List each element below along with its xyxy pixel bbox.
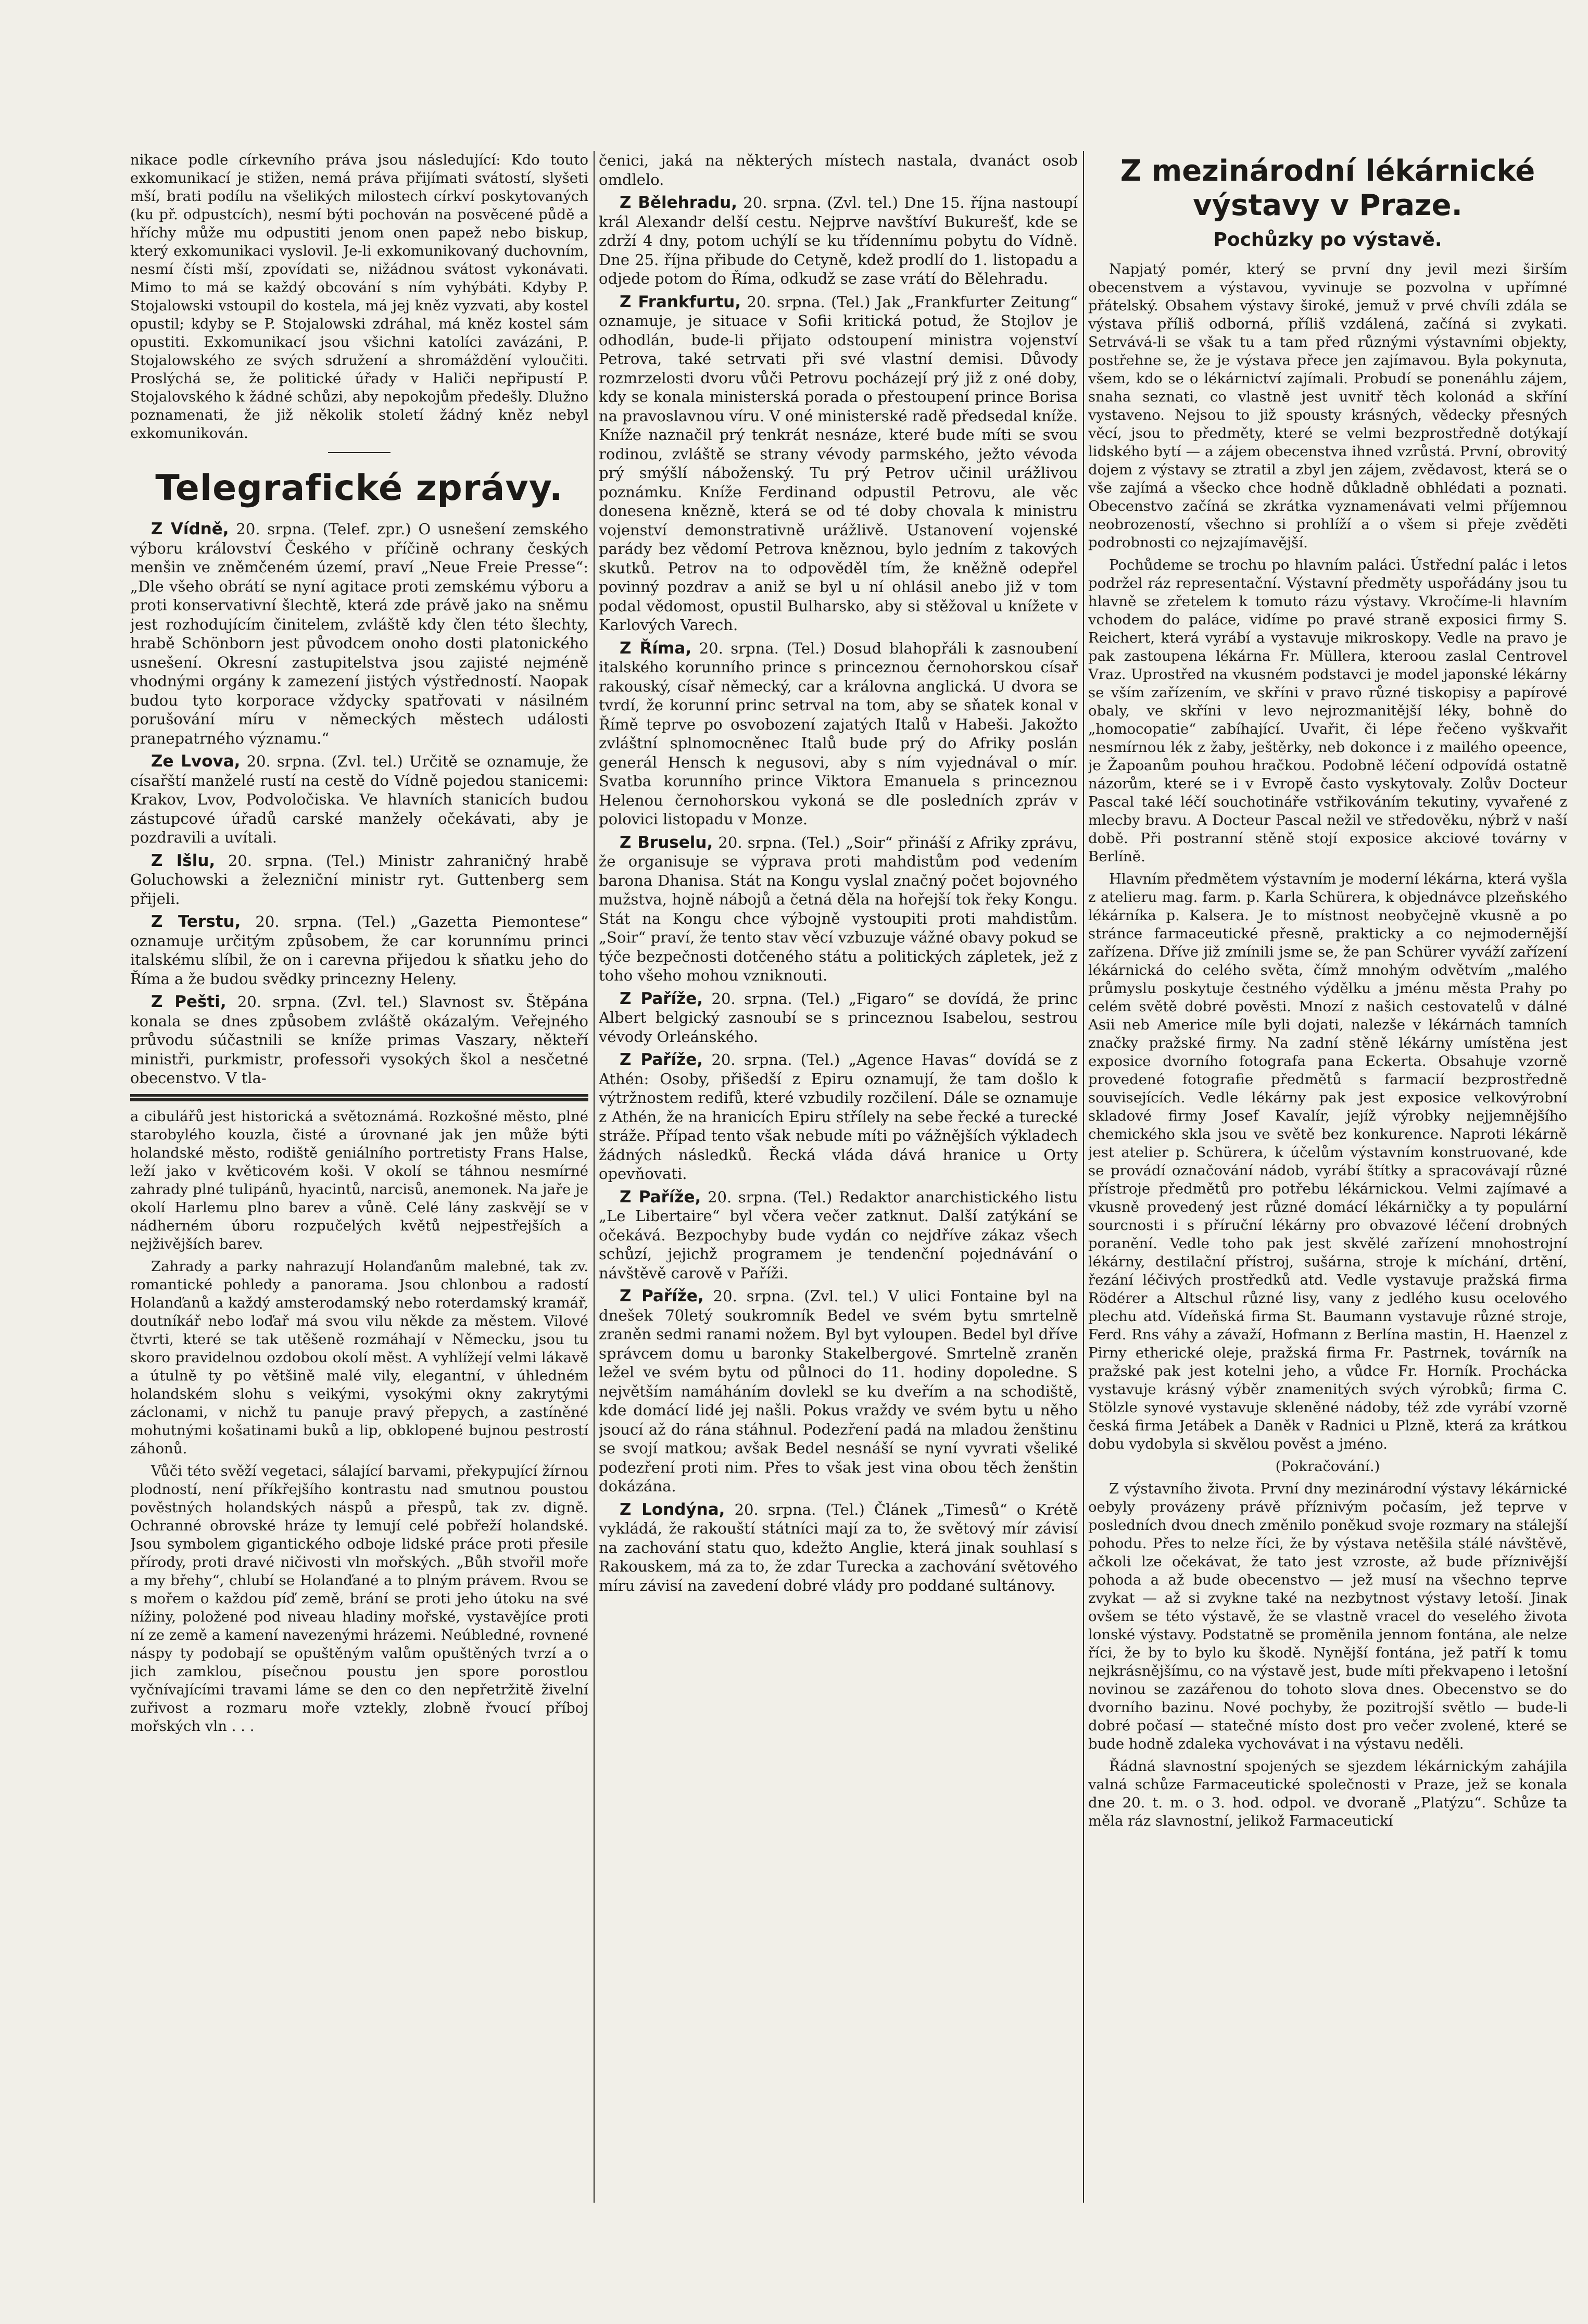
news-lvov-text: 20. srpna. (Zvl. tel.) Určitě se oznamuje, že císařští manželé rustí na cestě do Vídně pojedou stanicemi: Krakov, Lvov, Podvoločiska. Ve hlavních stanicích budou zástupcové úřadů carské manžely očekávati, aby je pozdravili a uvítali. xyxy=(130,752,588,846)
feuilleton-paragraph-2: Zahrady a parky nahrazují Holanďanům malebné, tak zv. romantické pohledy a panorama. Jsou chlonbou a radostí Holanďanů a každý amsterodamský nebo roterdamský kramář, doutníkář nebo loďař má svou vilu někde za městem. Vilové čtvrti, které se tak utěšeně rozmáhají v Německu, jsou tu skoro pravidelnou ozdobou okolí měst. A vyhlížejí velmi lákavě a útulně ty po většině malé vily, elegantní, v úhledném holandském slohu s veikými, vysokými okny zakrytými záclonami, v nichž tu panuje pravý přepych, a zastíněné mohutnými košatinami buků a lip, obklopené bujnou pestrostí záhonů. xyxy=(130,1258,588,1457)
column-2 xyxy=(599,151,1078,2213)
column-1 xyxy=(130,151,588,2213)
dateline-vienna: Z Vídně, xyxy=(151,520,229,538)
column-3 xyxy=(1088,151,1567,2213)
news-pest-text: 20. srpna. (Zvl. tel.) Slavnost sv. Štěpána konala se dnes způsobem zvláště okázalým. Veřejného průvodu súčastnili se kníže primas Vaszary, někteří ministři, purkmistr, professoři vysokých škol a nesčetné obecenstvo. V tla- xyxy=(130,993,588,1087)
section-divider xyxy=(328,452,390,453)
exhibition-title: Z mezinárodní lékárnické výstavy v Praze. xyxy=(1120,154,1535,222)
news-continuation: čenici, jaká na některých místech nastala, dvanáct osob omdlelo. xyxy=(599,152,1078,189)
news-belgrade-text: 20. srpna. (Zvl. tel.) Dne 15. října nastoupí král Alexandr delší cestu. Nejprve navštíví Bukurešť, kde se zdrží 4 dny, potom uchýlí se ku třídennímu pobytu do Vídně. Dne 25. října přibude do Cetyně, kdež prodlí do 1. listopadu a odjede potom do Říma, odkudž se zase vrátí do Bělehradu. xyxy=(599,194,1078,287)
news-ischl-text: 20. srpna. (Tel.) Ministr zahraničný hrabě Goluchowski a železniční ministr ryt. Guttenberg sem přijeli. xyxy=(130,851,588,908)
exhibition-paragraph-3: Hlavním předmětem výstavním je moderní lékárna, která vyšla z atelieru mag. farm. p. Karla Schürera, k objednávce plzeňského lékárníka p. Kalsera. Je to místnost neobyčejně vkusně a po stránce farmaceutické přesně, prakticky a co nejmodernější zařízena. Dříve již zmínili jsme se, že pan Schürer vyváží zařízení lékárnická do celého světa, čímž mnohým odvětvím „malého průmyslu poskytuje čestného výdělku a jménu města Prahy po celém světě dobré pověsti. Mnozí z našich cestovatelů v dálné Asii neb Americe míle byli dojati, nalezše v lékárnách tamních značky pražské firmy. Na zadní stěně lékárny umístěna jest exposice dvorního fotografa pana Eckerta. Obsahuje vzorně provedené fotografie předmětů s farmacií bezprostředně souvisejících. Vedle lékárny pak jest exposice velkovýrobní skladové firmy Josef Kavalír, jejíž výrobky nejjemnějšího chemického skla jsou ve světě bez konkurence. Naproti lékárně jest atelier p. Schürera, k účelům výstavním konstruované, kde se provádí označování nádob, vyrábí štítky a spracovávají různé přístroje předmětů pro potřebu lékárnickou. Velmi zajímavé a vkusně provedený jest různé domácí lékárničky a ty populární sourcnosti i s příruční lékárny pro obvazové léčení drobných poranění. Vedle toho pak jest skvělé zařízení mnohostrojní lékárny, destilační přístroj, sušárna, stroje k míchání, drtění, řezání léčivých prostředků atd. Vedle vystavuje pražská firma Rödérer a Altschul různé lisy, vany z jedlého kusu ocelového plechu atd. Vídeňská firma St. Baumann vystavuje různé stroje, Ferd. Rns váhy a závaží, Hofmann z Berlína mastin, H. Haenzel z Pirny etherické oleje, pražská firma Fr. Pastrnek, továrník na pražské pak jest kotelni jeho, a vůdce Fr. Horník. Prochácka vystavuje krásný výběr znamenitých svých výrobků; firma C. Stölzle synové vystavuje skleněné nádoby, též zde vyrábí vzorně česká firma Jetábek a Daněk v Radnici u Plzně, která za krátkou dobu vydobyla si skvělou pověst a jméno. xyxy=(1088,871,1567,1452)
news-paris-4 xyxy=(599,1287,1078,1496)
news-ischl xyxy=(130,851,588,909)
news-brussels-text: 20. srpna. (Tel.) „Soir“ přináší z Afriky zprávu, že organisuje se výprava proti mahdistům pod vedením barona Dhanisa. Stát na Kongu vyslal značný počet bojovného mužstva, hojně nábojů a četná děla na hořejší tok řeky Kongu. Stát na Kongu chce výbojně vystoupiti proti mahdistům. „Soir“ praví, že tento stav věcí vzbuzuje vážné obavy pokud se týče bezpečnosti dotčeného státu a politických zápletek, jež z toho všeho mohou vzniknouti. xyxy=(599,833,1078,984)
news-brussels xyxy=(599,833,1078,985)
news-london xyxy=(599,1500,1078,1596)
dateline-paris-2: Z Paříže, xyxy=(620,1050,703,1069)
feuilleton-paragraph-3: Vůči této svěží vegetaci, sálající barvami, překypující žírnou plodností, není příkřejšího kontrastu nad smutnou poustou pověstných holandských náspů a přespů, tak zv. digně. Ochranné obrovské hráze ty lemují celé pobřeží holandské. Jsou symbolem gigantického odboje lidské práce proti přesile přírody, proti dravé ničivosti vln mořských. „Bůh stvořil moře a my břehy“, chlubí se Holanďané a to plným právem. Rvou se s mořem o každou píď země, brání se proti jeho útoku na své nížiny, položené pod niveau hladiny mořské, vystavějíce proti ní ze země a kamení navezenými hrázemi. Neúbledné, rovnené náspy ty podobají se opuštěným valům opuštěných tvrzí a o jich zamklou, písečnou poustu jen spore porostlou vyčnívajícími travami láme se den co den nepřetržitě živelní zuřivost a rozmaru moře vztekly, zlobně řvoucí příboj mořských vln . . . xyxy=(130,1462,588,1735)
page-number-mark xyxy=(578,114,620,127)
exhibition-paragraph-2: Pochůdeme se trochu po hlavním paláci. Ústřední palác i letos podržel ráz representační. Výstavní předměty uspořádány jsou tu hlavně se zřetelem k tomuto rázu výstavy. Vkročíme-li hlavním vchodem do paláce, vidíme po pravé straně exposici firmy S. Reichert, která vyrábí a vystavuje mikroskopy. Vedle na pravo je pak zastoupena lékárna Fr. Müllera, kteroou zaslal Centrovel Vraz. Uprostřed na vkusném podstavci je model japonské lékárny se vším zařízením, ve skříni v pravo různé tiskopisy a papírové obaly, ve skříni v levo nejrozmanitější léky, bohně do „homocopatie“ zabíhající. Uvařit, či lépe řečeno vyškvařit nesmírnou lék z žaby, ještěrky, neb dokonce i z mailého opeence, je Žapoanům pouhou hračkou. Podobně léčení odpovídá ostatně názorům, které se i v Evropě často vyskytovaly. Zolův Docteur Pascal také léčí souchotináře vstřikováním tekutiny, vyvařené z mlecby bravu. A Docteur Pascal nežil ve středověku, nýbrž v naší době. Při postranní stěně stojí exposice akciové továrny v Berlíně. xyxy=(1088,557,1567,865)
column-rule-left xyxy=(594,151,595,2203)
dateline-lvov: Ze Lvova, xyxy=(151,752,241,771)
dateline-paris-4: Z Paříže, xyxy=(620,1287,704,1305)
excommunication-paragraph: nikace podle církevního práva jsou následující: Kdo touto exkomunikací je stižen, nemá práva přijímati svátostí, slyšeti mší, brati podílu na všelikých milostech církví poskytovaných (ku př. odpustcích), nesmí býti pochován na posvěcené půdě a hříchy může mu odpustiti jenom onen papež nebo biskup, který exkomunikaci vyslovil. Je-li exkomunikovaný duchovním, nesmí čísti mší, zpovídati se, nižádnou svátost vykonávati. Mimo to má se každý obcování s ním vyhýbáti. Kdyby P. Stojalowski vstoupil do kostela, má jej kněz vyzvati, aby kostel opustil; kdyby se P. Stojalowski zdráhal, má kněz kostel sám opustiti. Exkomunikací jsou všichni katolíci zavázáni, P. Stojalowského ze svých sdružení a shromáždění vyloučiti. Proslýchá se, že politické úřady v Haliči nepřipustí P. Stojalovského k žádné schůzi, aby nepokojům předešly. Dlužno poznamenati, že již několik století žádný kněz nebyl exkomunikován. xyxy=(130,152,588,442)
news-trieste xyxy=(130,912,588,988)
dateline-belgrade: Z Bělehradu, xyxy=(620,193,737,212)
feuilleton-divider xyxy=(130,1094,588,1101)
dateline-pest: Z Pešti, xyxy=(151,993,226,1011)
news-frankfurt-text: 20. srpna. (Tel.) Jak „Frankfurter Zeitung“ oznamuje, je situace v Sofii kritická potud, že Stojlov je odhodlán, bude-li přijato odstoupení ministra vojenství Petrova, také setrvati při své vlastní demisi. Důvody rozmrzelosti dvoru vůči Petrovu pocházejí prý již z oné doby, kdy se konala ministerská porada o přestoupení prince Borisa na pravoslavnou víru. V oné ministerské radě předsedal kníže. Kníže naznačil prý tenkrát nesnáze, které bude míti se svou rodinou, zvláště se strany vévody parmského, ježto vévoda prý smýšlí náboženský. Tu prý Petrov učinil urážlivou poznámku. Kníže Ferdinand odpustil Petrovu, ale věc donesena knězně, která se od té doby chovala k ministru vojenství demonstrativně urážlivě. Ustanovení vojenské parády bez vědomí Petrova kněznou, bylo jedním z takových skutků. Petrov na to odpověděl tím, že kněžně odepřel povinný pozdrav a aniž se byl u ní ohlásil anebo již v tom podal vědomost, opustil Bulharsko, aby si stěžoval u knížete v Karlových Varech. xyxy=(599,293,1078,634)
news-paris-2 xyxy=(599,1050,1078,1184)
society-meeting-paragraph: Řádná slavnostní spojených se sjezdem lékárnickým zahájila valná schůze Farmaceutické společnosti v Praze, jež se konala dne 20. t. m. o 3. hod. odpol. ve dvoraně „Platýzu“. Schůze ta měla ráz slavnostní, jelikož Farmaceutickí xyxy=(1088,1758,1567,1829)
news-paris-1 xyxy=(599,989,1078,1047)
dateline-trieste: Z Terstu, xyxy=(151,912,241,931)
news-lvov xyxy=(130,752,588,847)
exhibition-subtitle: Pochůzky po výstavě. xyxy=(1213,229,1442,250)
dateline-paris-3: Z Paříže, xyxy=(620,1187,701,1207)
news-vienna xyxy=(130,520,588,748)
news-pest xyxy=(130,993,588,1088)
dateline-ischl: Z Išlu, xyxy=(151,851,216,870)
continuation-note: (Pokračování.) xyxy=(1275,1458,1380,1475)
exhibition-life-paragraph: Z výstavního života. První dny mezinárodní výstavy lékárnické oebyly provázeny právě příznivým počasím, jež teprve v posledních dvou dnech změnilo poněkud svoje rozmary na stálejší pohodu. Přes to nelze říci, že by výstava netěšila stálé návštěvě, ačkoli lze očekávat, že tato jest vzroste, až bude příznivější pohoda a až bude obecenstvo — jež musí na všechno teprve zvykat — až si zvykne také na nezbytnost výstavy letoší. Jinak ovšem se této výstavě, že se vlastně vracel do veselého života lonské výstavy. Podstatně se proměnila jennom fontána, ale nelze říci, že by to bylo ku škodě. Nynější fontána, jež patří k tomu nejkrásnějšímu, co na výstavě jest, bude míti překvapeno i letošní novinou se zazářenou do tohoto slova dnes. Obecenstvo se do dvorního bazinu. Nové pochyby, že pozitrojší světlo — bude-li dobré počasí — statečné místo dost pro večer zvolené, které se bude hodně zdaleka vychovávat i na výstavu neděli. xyxy=(1088,1480,1567,1752)
exhibition-paragraph-1: Napjatý pomér, který se první dny jevil mezi širším obecenstvem a výstavou, vyvinuje se pozvolna v upřímné přátelský. Obsahem výstavy široké, jemuž v prvé chvíli zdála se výstava příliš odborná, příliš vzdálená, začíná si zvykati. Setrvává-li se však tu a tam před různými výstavními objekty, postřehne se, že je výstava přece jen zajímavou. Byla pokynuta, všem, kdo se o lékárnictví zajímali. Probudí se ponenáhlu zájem, snaha seznati, co vlastně jest uvnitř těch kolonád a skříní vystaveno. Nejsou to již spousty krásných, vědecky přesných věcí, jsou to předměty, které se velmi bezprostředně dotýkají lidského bytí — a zájem obecenstva ihned vzrůstá. První, obrovitý dojem z výstavy se ztratil a zbyl jen zájem, zvědavost, která se o vše zajímá a všecko chce hodně důkladně obhlédati a poznati. Obecenstvo začíná se zkrátka vyznamenávati velmi příjemnou neobrozeností, všechno si prohlíží a o všem si přeje zvěděti podrobnosti co nejzajímavější. xyxy=(1088,261,1567,551)
news-rome-text: 20. srpna. (Tel.) Dosud blahopřáli k zasnoubení italského korunního prince s princeznou černohorskou císař rakouský, císař německý, car a královna anglická. U dvora se tvrdí, že korunní princ setrval na tom, aby se sňatek konal v Římě teprve po osvobození zajatých Italů v Habeši. Jakožto zvláštní splnomocněnec Italů bude prý do Afriky poslán generál Hensch k negusovi, aby s ním vyjednával o mír. Svatba korunního prince Viktora Emanuela s princeznou Helenou černohorskou vykoná se dle posledních zpráv v polovici listopadu v Monze. xyxy=(599,639,1078,828)
news-paris-4-text: 20. srpna. (Zvl. tel.) V ulici Fontaine byl na dnešek 70letý soukromník Bedel ve svém bytu smrtelně zraněn sedmi ranami nožem. Byl byt vyloupen. Bedel byl dříve správcem domu u baronky Stakelbergové. Smrtelně zraněn ležel ve svém bytu od půlnoci do 11. hodiny dopoledne. S největším namáháním dovlekl se ku dveřím a na schodiště, kde domácí lidé jej našli. Pokus vraždy ve svém bytu u něho jsoucí až do rána stáhnul. Podezření padá na mladou ženštinu se svojí matkou; avšak Bedel nesnáší se nyní vyvrati všeliké podezření proti nim. Přes to však jest vina obou těch ženštin dokázána. xyxy=(599,1287,1078,1495)
news-vienna-text: 20. srpna. (Telef. zpr.) O usnešení zemského výboru království Českého v příčině ochrany českých menšin ve zněmčeném území, praví „Neue Freie Presse“: „Dle všeho obrátí se nyní agitace proti zemskému výboru a proti konservativní šlechtě, která zde právě jako na sněmu jest rozhodujícím činitelem, zvláště kdy člen této šlechty, hrabě Schönborn jest původcem onoho dosti platonického usnešení. Okresní zastupitelstva jsou zajisté nejméně vhodnými orgány k zamezení jistých výstředností. Naopak budou tyto korporace vždycky spatřovati v násilném porušování míru v německých městech události pranepatrného významu.“ xyxy=(130,520,588,747)
dateline-rome: Z Říma, xyxy=(620,638,692,658)
news-rome xyxy=(599,639,1078,829)
column-rule-right xyxy=(1083,151,1084,2203)
dateline-brussels: Z Bruselu, xyxy=(620,833,713,852)
feuilleton-paragraph-1: a cibulářů jest historická a světoznámá. Rozkošné město, plné starobylého kouzla, čisté a úrovnané jak jen může býti holandské město, rodiště geniálního portretisty Frans Halse, leží jako v květicovém koši. V okolí se táhnou nesmírné zahrady plné tulipánů, hyacintů, narcisů, anemonek. Na jaře je okolí Harlemu plno barev a vůně. Celé lány zaskvějí se v nádherném úboru rozpučelých květů nejpestřejších a nejživějších barev. xyxy=(130,1108,588,1252)
news-paris-3 xyxy=(599,1188,1078,1283)
news-paris-2-text: 20. srpna. (Tel.) „Agence Havas“ dovídá se z Athén: Osoby, přišedší z Epiru oznamují, že tam došlo k výtržnostem redifů, které vzbudily rozčilení. Dále se oznamuje z Athén, že na hranicích Epiru střílely na sebe řecké a turecké stráže. Případ tento však nebude míti po vážnějších výkladech žádných následků. Řecká vláda dává hranice u Orty opevňovati. xyxy=(599,1051,1078,1183)
news-paris-3-text: 20. srpna. (Tel.) Redaktor anarchistického listu „Le Libertaire“ byl včera večer zatknut. Další zatýkání se očekává. Bezpochyby bude vydán co nejdříve zákaz všech schůzí, jejichž programem je tendenční pojednávání o návštěvě carově v Paříži. xyxy=(599,1188,1078,1282)
news-london-text: 20. srpna. (Tel.) Článek „Timesů“ o Krétě vykládá, že rakouští státníci mají za to, že světový mír závisí na zachování statu quo, kdežto Anglie, která jinak souhlasí s Rakouskem, má za to, že zdar Turecka a zachování světového míru závisí na zavedení dobré vlády pro poddané sultánovy. xyxy=(599,1500,1078,1594)
news-frankfurt xyxy=(599,293,1078,635)
dateline-london: Z Londýna, xyxy=(620,1500,725,1519)
news-trieste-text: 20. srpna. (Tel.) „Gazetta Piemontese“ oznamuje určitým způsobem, že car korunnímu princi italskému slíbil, že on i carevna přijedou k sňatku jeho do Říma a že budou svědky princezny Heleny. xyxy=(130,913,588,988)
news-paris-1-text: 20. srpna. (Tel.) „Figaro“ se dovídá, že princ Albert belgický zasnoubí se s princeznou Isabelou, sestrou vévody Orleánského. xyxy=(599,989,1078,1046)
dateline-frankfurt: Z Frankfurtu, xyxy=(620,292,741,311)
news-belgrade xyxy=(599,193,1078,288)
telegrams-heading: Telegrafické zprávy. xyxy=(155,468,563,509)
dateline-paris-1: Z Paříže, xyxy=(620,989,703,1008)
